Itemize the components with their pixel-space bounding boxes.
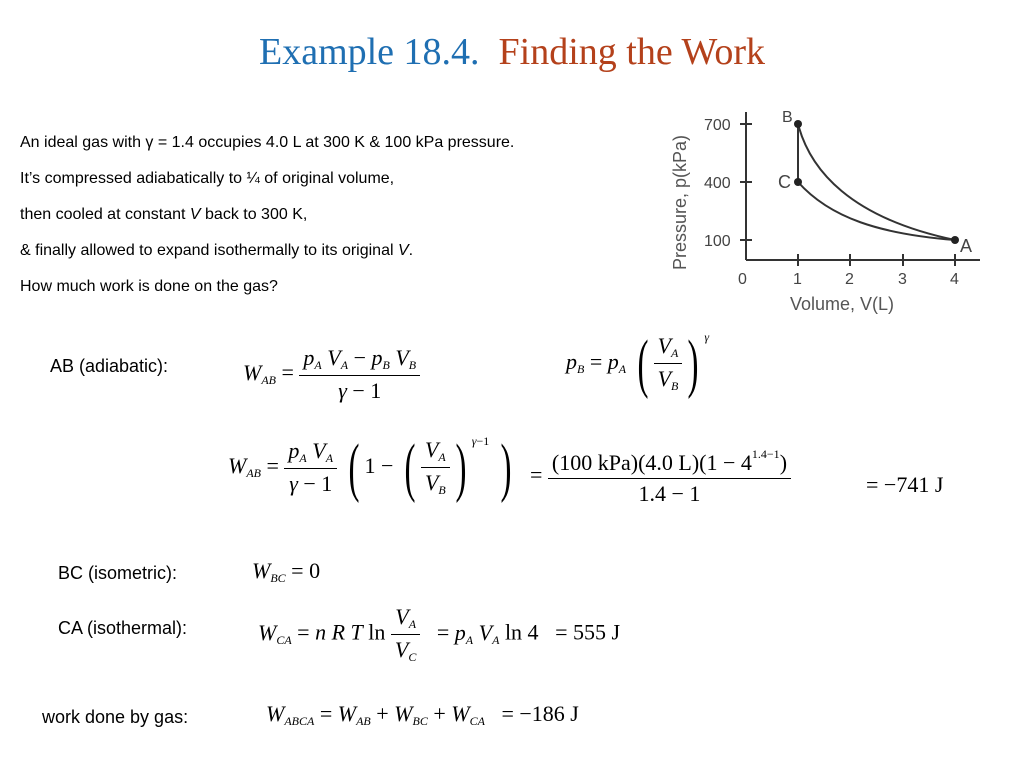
title-main: Finding the Work [498, 31, 766, 73]
problem-line-5: How much work is done on the gas? [20, 278, 278, 295]
point-c [794, 178, 802, 186]
eq-wab-expanded: $W_{AB}$ = $\frac{p_A V_A}{\gamma - 1}$ ( 1 − ( $\frac{V_A}{V_B}$ ) $^{\gamma-1}$ ) [228, 430, 512, 504]
xtick-label-4: 4 [950, 271, 959, 288]
eq-wab-general: $W_{AB}$ = $\frac{p_A V_A - p_B V_B}{\gamma - 1}$ [243, 345, 420, 404]
wab-denominator: 1.4 − 1 [638, 481, 701, 506]
graph-x-label: Volume, V(L) [790, 294, 895, 314]
eq-wbc: $W_{BC} = 0$ [252, 558, 321, 585]
point-label-a: A [960, 236, 973, 256]
ytick-label-400: 400 [704, 175, 731, 192]
xtick-label-0: 0 [738, 271, 747, 288]
xtick-label-2: 2 [845, 271, 854, 288]
label-ca: CA (isothermal): [58, 618, 188, 638]
adiabatic-curve-ab [798, 124, 955, 240]
problem-line-1: An ideal gas with γ = 1.4 occupies 4.0 L at 300 K & 100 kPa pressure. [20, 134, 515, 151]
point-a [951, 236, 959, 244]
point-b [794, 120, 802, 128]
isothermal-curve-ca [798, 182, 955, 240]
label-total: work done by gas: [42, 707, 189, 727]
point-label-b: B [782, 109, 793, 126]
eq-pb: $p_B = p_A$ ( $\frac{V_A}{V_B}$ ) $^\gamma$ [566, 326, 710, 400]
graph-y-label: Pressure, p(kPa) [670, 134, 690, 270]
wca-result: = 555 J [555, 619, 621, 645]
problem-line-4: & finally allowed to expand isothermally to its original V. [20, 242, 414, 259]
xtick-label-1: 1 [793, 271, 802, 288]
title-prefix: Example 18.4. [258, 31, 480, 73]
problem-line-2: It’s compressed adiabatically to ¼ of original volume, [20, 170, 395, 187]
slide-title [0, 30, 1024, 74]
eq-total: $W_{ABCA} = W_{AB} + W_{BC} + W_{CA}$ = −186 J [266, 701, 579, 728]
eq-wab-numeric: = $\frac{(100 kPa)(4.0 L)(1 - 4^{1.4-1})}{1.4 - 1}$ [530, 447, 791, 507]
wab-numerator: (100 kPa)(4.0 L)(1 − 4 [551, 450, 752, 475]
problem-statement [20, 125, 660, 305]
label-ab: AB (adiabatic): [50, 356, 169, 376]
total-result: = −186 J [501, 701, 579, 726]
ytick-label-100: 100 [704, 233, 731, 250]
pv-diagram [660, 100, 990, 320]
eq-wca: $W_{CA} = n$ R T ln $\frac{V_A}{V_C}$ = $p_A$ $V_A$ ln 4 = 555 J [258, 604, 621, 664]
label-bc: BC (isometric): [58, 563, 178, 583]
ln4: ln 4 [504, 619, 539, 645]
point-label-c: C [778, 172, 791, 192]
eq-wab-result: = −741 J [866, 472, 944, 497]
problem-line-3: then cooled at constant V back to 300 K, [20, 206, 308, 223]
ytick-label-700: 700 [704, 117, 731, 134]
wab-exponent: 1.4−1 [751, 447, 780, 461]
xtick-label-3: 3 [898, 271, 907, 288]
